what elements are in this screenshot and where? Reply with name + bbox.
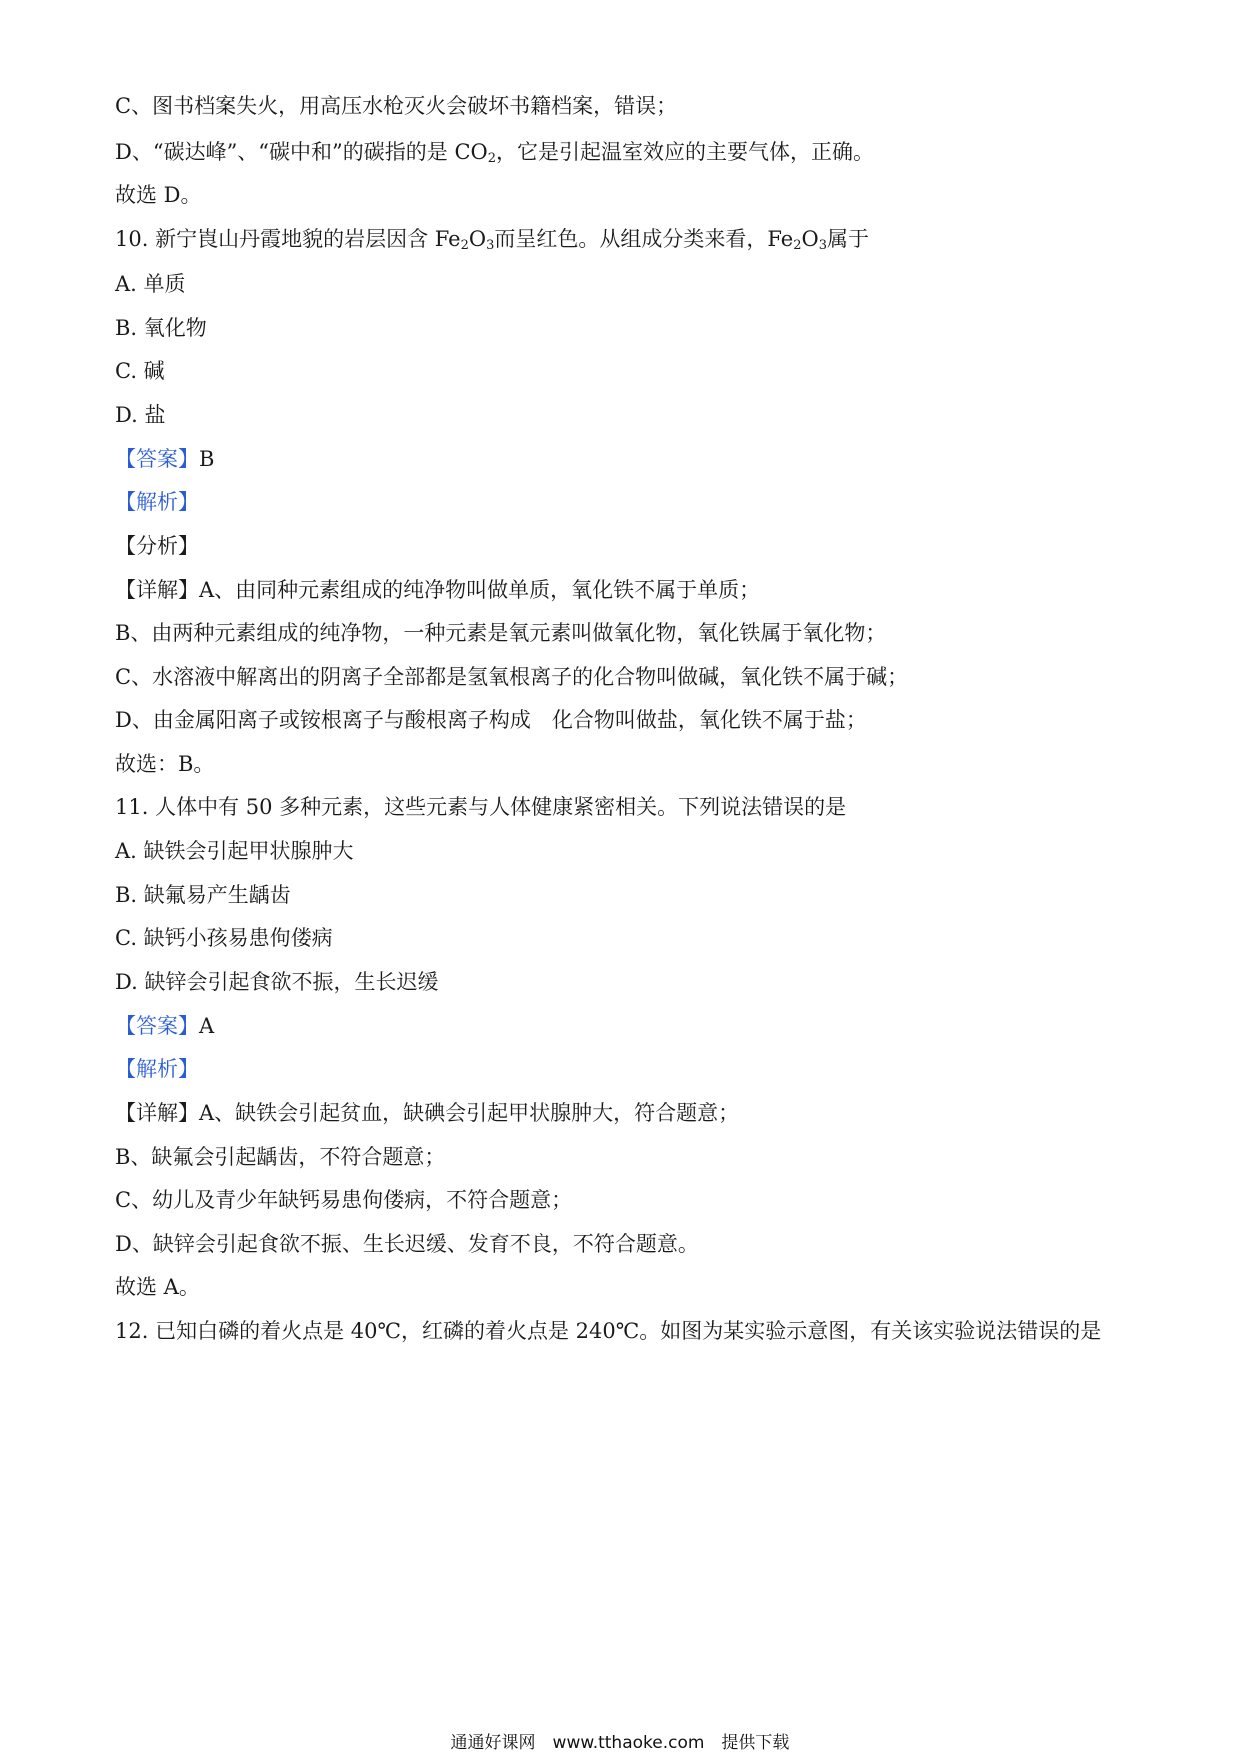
answer-tag: 【答案】	[115, 447, 199, 471]
option-b: B. 缺氟易产生龋齿	[115, 883, 291, 907]
detail-line: 【详解】A、缺铁会引起贫血，缺碘会引起甲状腺肿大，符合题意；	[115, 1101, 740, 1125]
detail-line: 【详解】A、由同种元素组成的纯净物叫做单质，氧化铁不属于单质；	[115, 578, 761, 602]
text-line: C、图书档案失火，用高压水枪灭火会破坏书籍档案，错误；	[115, 94, 678, 118]
option-a: A. 缺铁会引起甲状腺肿大	[115, 839, 354, 863]
detail-line: C、水溶液中解离出的阴离子全部都是氢氧根离子的化合物叫做碱，氧化铁不属于碱；	[115, 665, 909, 689]
detail-line: C、幼儿及青少年缺钙易患佝偻病，不符合题意；	[115, 1188, 573, 1212]
option-b: B. 氧化物	[115, 316, 207, 340]
fenxi-tag: 【分析】	[115, 534, 199, 558]
option-d: D. 缺锌会引起食欲不振，生长迟缓	[115, 970, 439, 994]
detail-line: D、由金属阳离子或铵根离子与酸根离子构成 化合物叫做盐，氧化铁不属于盐；	[115, 708, 867, 732]
answer-tag: 【答案】	[115, 1014, 199, 1038]
option-a: A. 单质	[115, 272, 186, 296]
question-12-stem: 12. 已知白磷的着火点是 40℃，红磷的着火点是 240℃。如图为某实验示意图，有关该实验说法错误的是	[115, 1319, 1102, 1343]
answer-line	[115, 1012, 214, 1040]
analysis-tag: 【解析】	[115, 490, 199, 514]
text-line: 故选 D。	[115, 183, 202, 207]
conclusion: 故选 A。	[115, 1275, 200, 1299]
analysis-tag: 【解析】	[115, 1057, 199, 1081]
option-c: C. 碱	[115, 359, 165, 383]
conclusion: 故选：B。	[115, 752, 215, 776]
question-10-stem: 10. 新宁崀山丹霞地貌的岩层因含 $Fe_2O_3$而呈红色。从组成分类来看，$Fe_2O_3$属于	[115, 227, 870, 253]
answer-value: A	[199, 1014, 215, 1038]
detail-line: D、缺锌会引起食欲不振、生长迟缓、发育不良，不符合题意。	[115, 1232, 699, 1256]
detail-line: B、缺氟会引起龋齿，不符合题意；	[115, 1145, 446, 1169]
question-11-stem: 11. 人体中有 50 多种元素，这些元素与人体健康紧密相关。下列说法错误的是	[115, 795, 847, 819]
answer-line	[115, 445, 214, 473]
answer-value: B	[199, 447, 215, 471]
option-c: C. 缺钙小孩易患佝偻病	[115, 926, 333, 950]
text-line: D、“碳达峰”、“碳中和”的碳指的是 $CO_2$，它是引起温室效应的主要气体，正确。	[115, 140, 875, 166]
footer: 通通好课网 www.tthaoke.com 提供下载	[450, 1733, 790, 1753]
detail-line: B、由两种元素组成的纯净物，一种元素是氧元素叫做氧化物，氧化铁属于氧化物；	[115, 621, 887, 645]
option-d: D. 盐	[115, 403, 166, 427]
